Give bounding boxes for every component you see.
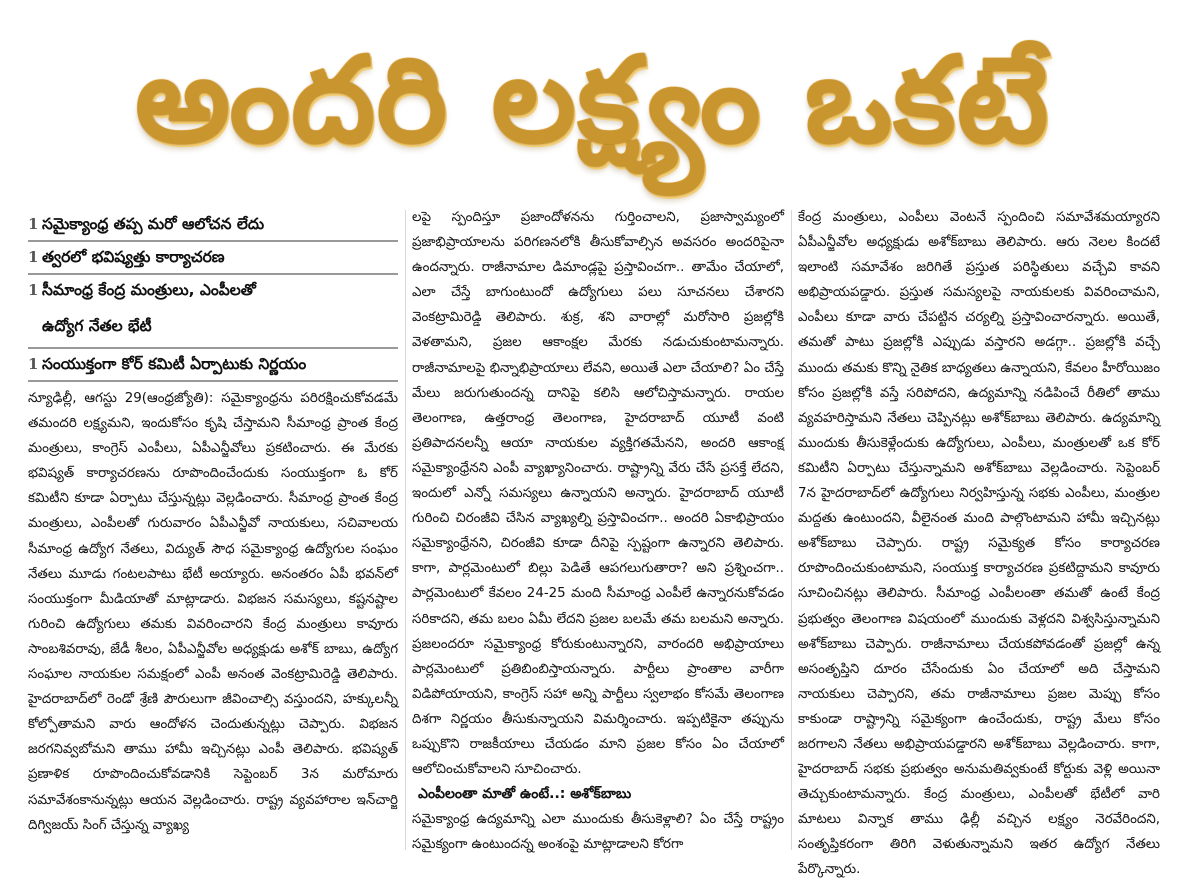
- article-paragraph: న్యూఢిల్లీ, ఆగస్టు 29(ఆంధ్రజ్యోతి): సమైక్యాంధ్రను పరిరక్షించుకోవడమే తమందరి లక్ష్యమని, ఇందుకోసం కృషి చేస్తామని సీమాంధ్ర ప్రాంత కేంద్ర మంత్రులు, కాంగ్రెస్ ఎంపీలు, ఏపీఎన్జీవోలు ప్రకటించారు. ఈ మేరకు భవిష్యత్ కార్యాచరణను రూపొందించేందుకు సంయుక్తంగా ఓ కోర్ కమిటీని కూడా ఏర్పాటు చేస్తున్నట్లు వెల్లడించారు. సీమాంధ్ర ప్రాంత కేంద్ర మంత్రులు, ఎంపీలతో గురువారం ఏపీఎన్జీవో నాయకులు, సచివాలయ సీమాంధ్ర ఉద్యోగ నేతలు, విద్యుత్ సౌధ సమైక్యాంధ్ర ఉద్యోగుల సంఘం నేతలు మూడు గంటలపాటు భేటీ అయ్యారు. అనంతరం ఏపీ భవన్‌లో సంయుక్తంగా మీడియాతో మాట్లాడారు. విభజన సమస్యలు, కష్టనష్టాల గురించి ఉద్యోగులు తమకు వివరించారని కేంద్ర మంత్రులు కావూరు సాంబశివరావు, జేడీ శీలం, ఏపీఎన్జీవోల అధ్యక్షుడు అశోక్ బాబు, ఉద్యోగ సంఘాల నాయకుల సమక్షంలో ఎంపీ అనంత వెంకట్రామిరెడ్డి తెలిపారు. హైదరాబాద్‌లో రెండో శ్రేణి పౌరులుగా జీవించాల్సి వస్తుందని, హక్కులన్నీ కోల్పోతామని వారు ఆందోళన చెందుతున్నట్లు చెప్పారు. విభజన జరగనివ్వబోమని తాము హామీ ఇచ్చినట్లు ఎంపీ తెలిపారు. భవిష్యత్ ప్రణాళిక రూపొందించుకోవడానికి సెప్టెంబర్ 3న మరోమారు సమావేశంకానున్నట్లు ఆయన వెల్లడించారు. రాష్ట్ర వ్యవహారాల ఇన్‌చార్జి దిగ్విజయ్ సింగ్ చేస్తున్న వ్యాఖ్య: [28, 391, 398, 833]
- highlight-text: ఉద్యోగ నేతల భేటీ: [42, 317, 152, 335]
- headline: [0, 0, 1186, 200]
- bullet-marker: 1: [28, 248, 39, 266]
- column-divider: [791, 210, 792, 850]
- article-column-2: [412, 205, 784, 857]
- article-paragraph: లపై స్పందిస్తూ ప్రజాందోళనను గుర్తించాలని, ప్రజాస్వామ్యంలో ప్రజాభిప్రాయాలను పరిగణనలోకి తీసుకోవాల్సిన అవసరం అందరిపైనా ఉందన్నారు. రాజీనామాల డిమాండ్లపై ప్రస్తావించగా.. తామేం చేయాలో, ఎలా చేస్తే బాగుంటుందో ఉద్యోగులు పలు సూచనలు చేశారని వెంకట్రామిరెడ్డి తెలిపారు. శుక్ర, శని వారాల్లో మరోసారి ప్రజల్లోకి వెళతామని, ప్రజల ఆకాంక్షల మేరకు నడుచుకుంటామన్నారు. రాజీనామాలపై భిన్నాభిప్రాయాలు లేవని, అయితే ఎలా చేయాలి? ఏం చేస్తే మేలు జరుగుతుందన్న దానిపై కలిసి ఆలోచిస్తామన్నారు. రాయల తెలంగాణ, ఉత్తరాంధ్ర తెలంగాణ, హైదరాబాద్ యూటీ వంటి ప్రతిపాదనలన్నీ ఆయా నాయకుల వ్యక్తిగతమేనని, అందరి ఆకాంక్ష సమైక్యాంధ్రేనని ఎంపీ వ్యాఖ్యానించారు. రాష్ట్రాన్ని వేరు చేసే ప్రసక్తే లేదని, ఇందులో ఎన్నో సమస్యలు ఉన్నాయని అన్నారు. హైదరాబాద్ యూటీ గురించి చిరంజీవి చేసిన వ్యాఖ్యల్ని ప్రస్తావించగా.. అందరి ఏకాభిప్రాయం సమైక్యాంధ్రేనని, చిరంజీవి కూడా దీనిపై స్పష్టంగా ఉన్నారని తెలిపారు. కాగా, పార్లమెంటులో బిల్లు పెడితే ఆపగలుగుతారా? అని ప్రశ్నించగా.. పార్లమెంటులో కేవలం 24-25 మంది సీమాంధ్ర ఎంపీలే ఉన్నారనుకోవడం సరికాదని, తమ బలం ఏమీ లేదని ప్రజల బలమే తమ బలమని అన్నారు. ప్రజలందరూ సమైక్యాంధ్ర కోరుకుంటున్నారని, వారందరి అభిప్రాయాలు పార్లమెంటులో ప్రతిబింబిస్తాయన్నారు. పార్టీలు ప్రాంతాల వారీగా విడిపోయాయని, కాంగ్రెస్ సహా అన్ని పార్టీలు స్వలాభం కోసమే తెలంగాణ దిశగా నిర్ణయం తీసుకున్నాయని విమర్శించారు. ఇప్పటికైనా తప్పును ఒప్పుకొని రాజకీయాలు చేయడం మాని ప్రజల కోసం ఏం చేయాలో ఆలోచించుకోవాలని సూచించారు.: [412, 210, 784, 778]
- highlight-item-continued: [28, 306, 398, 349]
- highlight-text: సమైక్యాంధ్ర తప్ప మరో ఆలోచన లేదు: [42, 215, 265, 233]
- highlight-text: సంయుక్తంగా కోర్ కమిటీ ఏర్పాటుకు నిర్ణయం: [42, 355, 307, 373]
- article-paragraph: సమైక్యాంధ్ర ఉద్యమాన్ని ఎలా ముందుకు తీసుకెళ్లాలి? ఏం చేస్తే రాష్ట్రం సమైక్యంగా ఉంటుందన్న అంశంపై మాట్లాడాలని కోరగా: [412, 812, 784, 853]
- highlights-box: [28, 209, 398, 382]
- highlight-item: [28, 242, 398, 275]
- article-paragraph: కేంద్ర మంత్రులు, ఎంపీలు వెంటనే స్పందించి సమావేశమయ్యారని ఏపీఎన్జీవోల అధ్యక్షుడు అశోక్‌బాబు తెలిపారు. ఆరు నెలల కిందటే ఇలాంటి సమావేశం జరిగితే ప్రస్తుత పరిస్థితులు వచ్చేవి కావని అభిప్రాయపడ్డారు. ప్రస్తుత సమస్యలపై నాయకులకు వివరించామని, ఎంపీలు కూడా వారు చేపట్టిన చర్యల్ని ప్రస్తావించారన్నారు. అయితే, తమతో పాటు ప్రజల్లోకి ఎప్పుడు వస్తారని అడగ్గా.. ప్రజల్లోకి వచ్చే ముందు తమకు కొన్ని నైతిక బాధ్యతలు ఉన్నాయని, కేవలం హీరోయిజం కోసం ప్రజల్లోకి వస్తే సరిపోదని, ఉద్యమాన్ని నడిపించే రీతిలో తాము వ్యవహరిస్తామని నేతలు చెప్పినట్లు అశోక్‌బాబు తెలిపారు. ఉద్యమాన్ని ముందుకు తీసుకెళ్లేందుకు ఉద్యోగులు, ఎంపీలు, మంత్రులతో ఒక కోర్ కమిటీని ఏర్పాటు చేస్తున్నామని అశోక్‌బాబు వెల్లడించారు. సెప్టెంబర్ 7న హైదరాబాద్‌లో ఉద్యోగులు నిర్వహిస్తున్న సభకు ఎంపీలు, మంత్రుల మద్దతు ఉంటుందని, వీలైనంత మంది పాల్గొంటామని హామీ ఇచ్చినట్లు అశోక్‌బాబు చెప్పారు. రాష్ట్ర సమైక్యత కోసం కార్యాచరణ రూపొందించుకుంటామని, సంయుక్త కార్యాచరణ ప్రకటిద్దామని కావూరు సూచించినట్లు తెలిపారు. సీమాంధ్ర ఎంపీలంతా తమతో ఉంటే కేంద్ర ప్రభుత్వం తెలంగాణ విషయంలో ముందుకు వెళ్లదని విశ్వసిస్తున్నామని అశోక్‌బాబు చెప్పారు. రాజీనామాలు చేయకపోవడంతో ప్రజల్లో ఉన్న అసంతృప్తిని దూరం చేసేందుకు ఏం చేయాలో అది చేస్తామని నాయకులు చెప్పారని, తమ రాజీనామాలు ప్రజల మెప్పు కోసం కాకుండా రాష్ట్రాన్ని సమైక్యంగా ఉంచేందుకు, రాష్ట్ర మేలు కోసం జరగాలని నేతలు అభిప్రాయపడ్డారని అశోక్‌బాబు వెల్లడించారు. కాగా, హైదరాబాద్ సభకు ప్రభుత్వం అనుమతివ్వకుంటే కోర్టుకు వెళ్లి అయినా తెచ్చుకుంటామన్నారు. కేంద్ర మంత్రులు, ఎంపీలతో భేటీలో వారి మాటలు విన్నాక తాము ఢిల్లీ వచ్చిన లక్ష్యం నెరవేరిందని, సంతృప్తికరంగా తిరిగి వెళుతున్నామని ఇతర ఉద్యోగ నేతలు పేర్కొన్నారు.: [798, 210, 1160, 878]
- subheading: ఎంపీలంతా మాతో ఉంటే..: అశోక్‌బాబు: [418, 786, 632, 803]
- article-column-3: [798, 205, 1160, 883]
- bullet-marker: 1: [28, 215, 39, 233]
- highlight-text: త్వరలో భవిష్యత్తు కార్యాచరణ: [42, 248, 225, 266]
- highlight-item: [28, 209, 398, 242]
- article-column-1: [28, 205, 398, 838]
- headline-text: అందరి లక్ష్యం ఒకటే: [135, 31, 1051, 169]
- column-divider: [405, 210, 406, 850]
- highlight-item: [28, 349, 398, 382]
- bullet-marker: 1: [28, 281, 39, 299]
- bullet-marker: 1: [28, 355, 39, 373]
- highlight-item: [28, 275, 398, 306]
- highlight-text: సీమాంధ్ర కేంద్ర మంత్రులు, ఎంపీలతో: [42, 281, 256, 299]
